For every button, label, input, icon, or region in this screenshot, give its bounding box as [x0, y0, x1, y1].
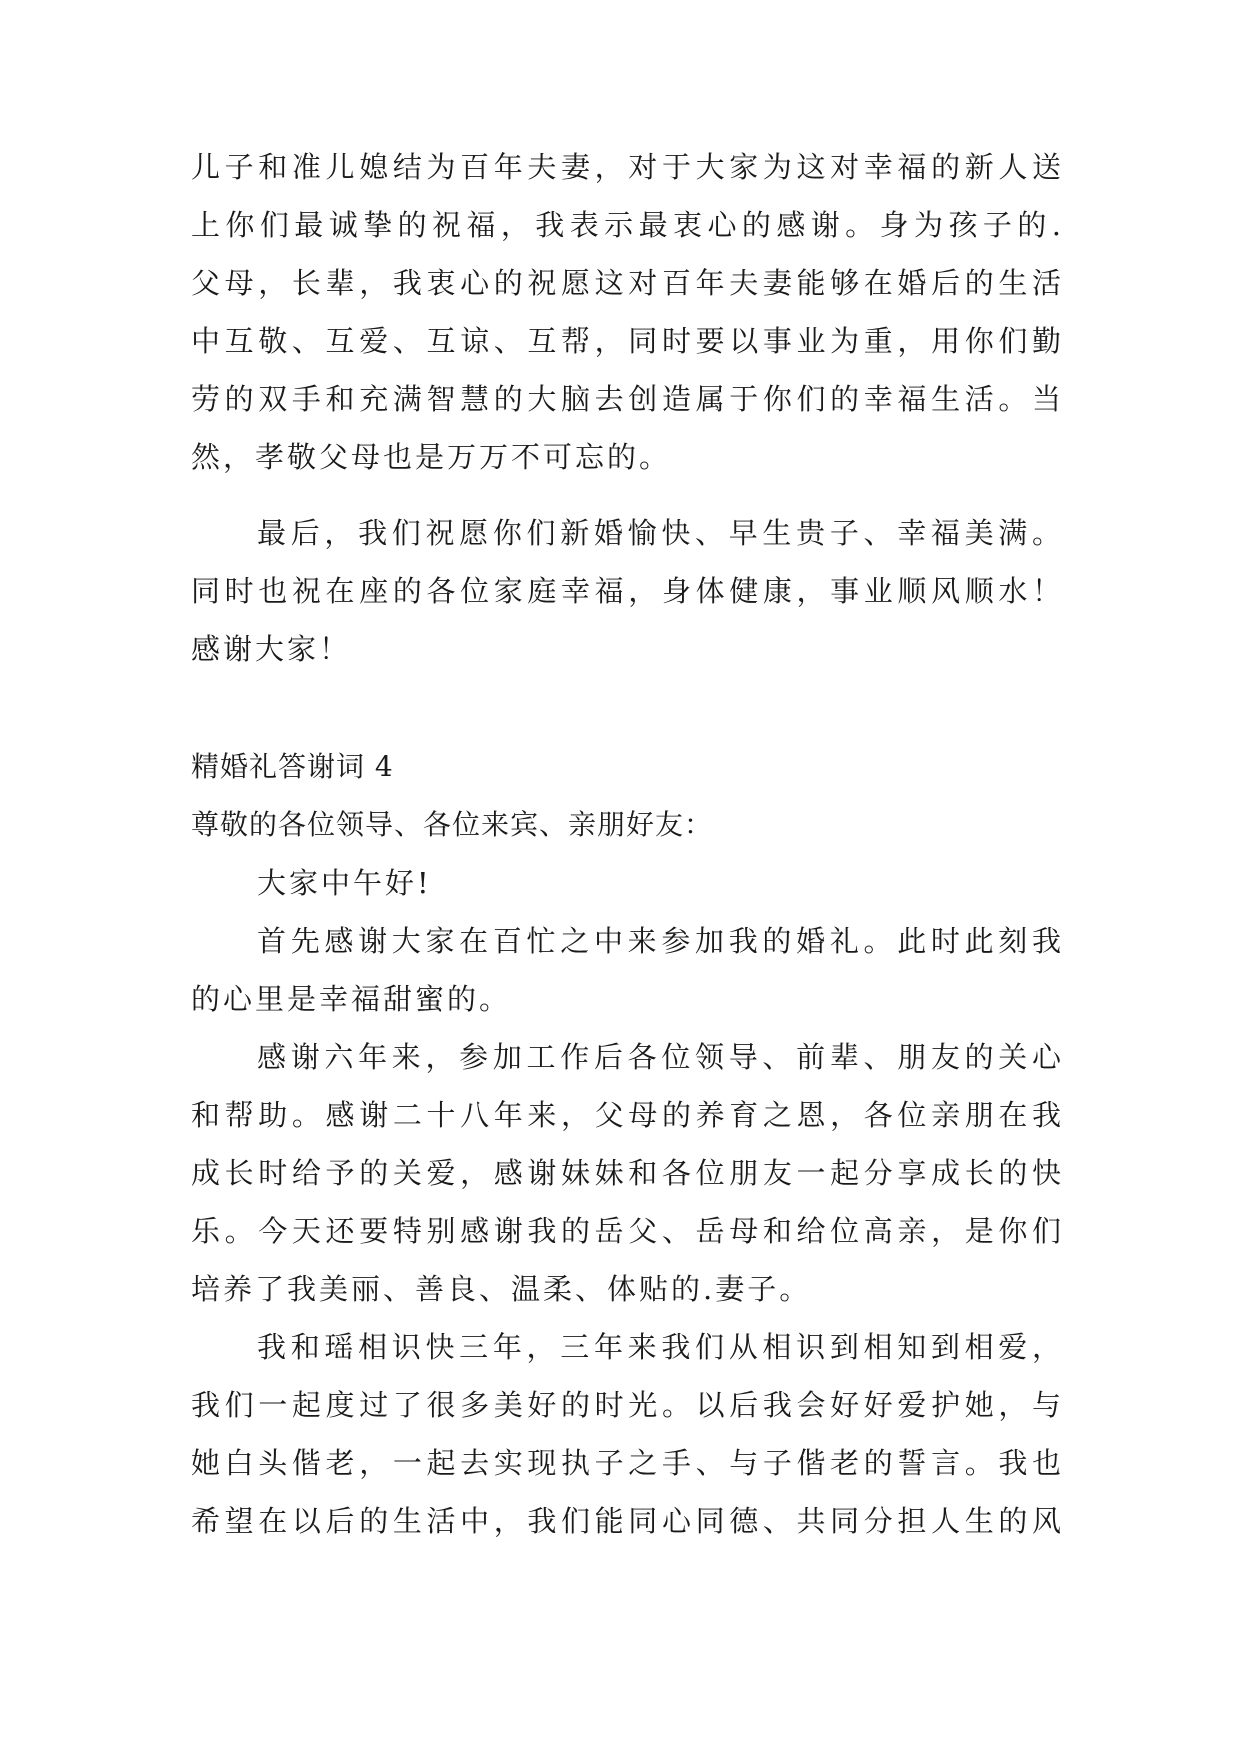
text-line: 中互敬、互爱、互谅、互帮，同时要以事业为重，用你们勤 [191, 324, 1061, 358]
text-line: 最后，我们祝愿你们新婚愉快、早生贵子、幸福美满。 [257, 516, 1061, 550]
text-line: 首先感谢大家在百忙之中来参加我的婚礼。此时此刻我 [257, 924, 1061, 958]
text-line: 父母，长辈，我衷心的祝愿这对百年夫妻能够在婚后的生活 [191, 266, 1061, 300]
greeting: 大家中午好! [257, 866, 432, 900]
text-line: 和帮助。感谢二十八年来，父母的养育之恩，各位亲朋在我 [191, 1098, 1061, 1132]
text-line: 同时也祝在座的各位家庭幸福，身体健康，事业顺风顺水！ [191, 574, 1061, 608]
text-line: 劳的双手和充满智慧的大脑去创造属于你们的幸福生活。当 [191, 382, 1061, 416]
text-line: 然，孝敬父母也是万万不可忘的。 [191, 440, 672, 474]
text-line: 乐。今天还要特别感谢我的岳父、岳母和给位高亲，是你们 [191, 1214, 1061, 1248]
text-line: 感谢六年来，参加工作后各位领导、前辈、朋友的关心 [257, 1040, 1061, 1074]
text-line: 培养了我美丽、善良、温柔、体贴的.妻子。 [191, 1272, 812, 1306]
text-line: 上你们最诚挚的祝福，我表示最衷心的感谢。身为孩子的. [191, 208, 1061, 242]
text-line: 儿子和准儿媳结为百年夫妻，对于大家为这对幸福的新人送 [191, 150, 1061, 184]
text-line: 我和瑶相识快三年，三年来我们从相识到相知到相爱， [257, 1330, 1061, 1364]
text-line: 成长时给予的关爱，感谢妹妹和各位朋友一起分享成长的快 [191, 1156, 1061, 1190]
paragraph-thanks-family [191, 1028, 1061, 1318]
text-line: 希望在以后的生活中，我们能同心同德、共同分担人生的风 [191, 1504, 1061, 1538]
paragraph-relationship [191, 1318, 1061, 1550]
paragraph-closing [191, 504, 1061, 678]
section-heading: 精婚礼答谢词 4 [191, 750, 394, 783]
paragraph-thanks-attendance [191, 912, 1061, 1028]
text-line: 我们一起度过了很多美好的时光。以后我会好好爱护她，与 [191, 1388, 1061, 1422]
text-line: 的心里是幸福甜蜜的。 [191, 982, 512, 1016]
salutation: 尊敬的各位领导、各位来宾、亲朋好友： [191, 808, 714, 841]
paragraph-continuation [191, 138, 1061, 486]
speech-section [191, 738, 1061, 1550]
text-line: 她白头偕老，一起去实现执子之手、与子偕老的誓言。我也 [191, 1446, 1061, 1480]
text-line: 感谢大家！ [191, 632, 352, 666]
